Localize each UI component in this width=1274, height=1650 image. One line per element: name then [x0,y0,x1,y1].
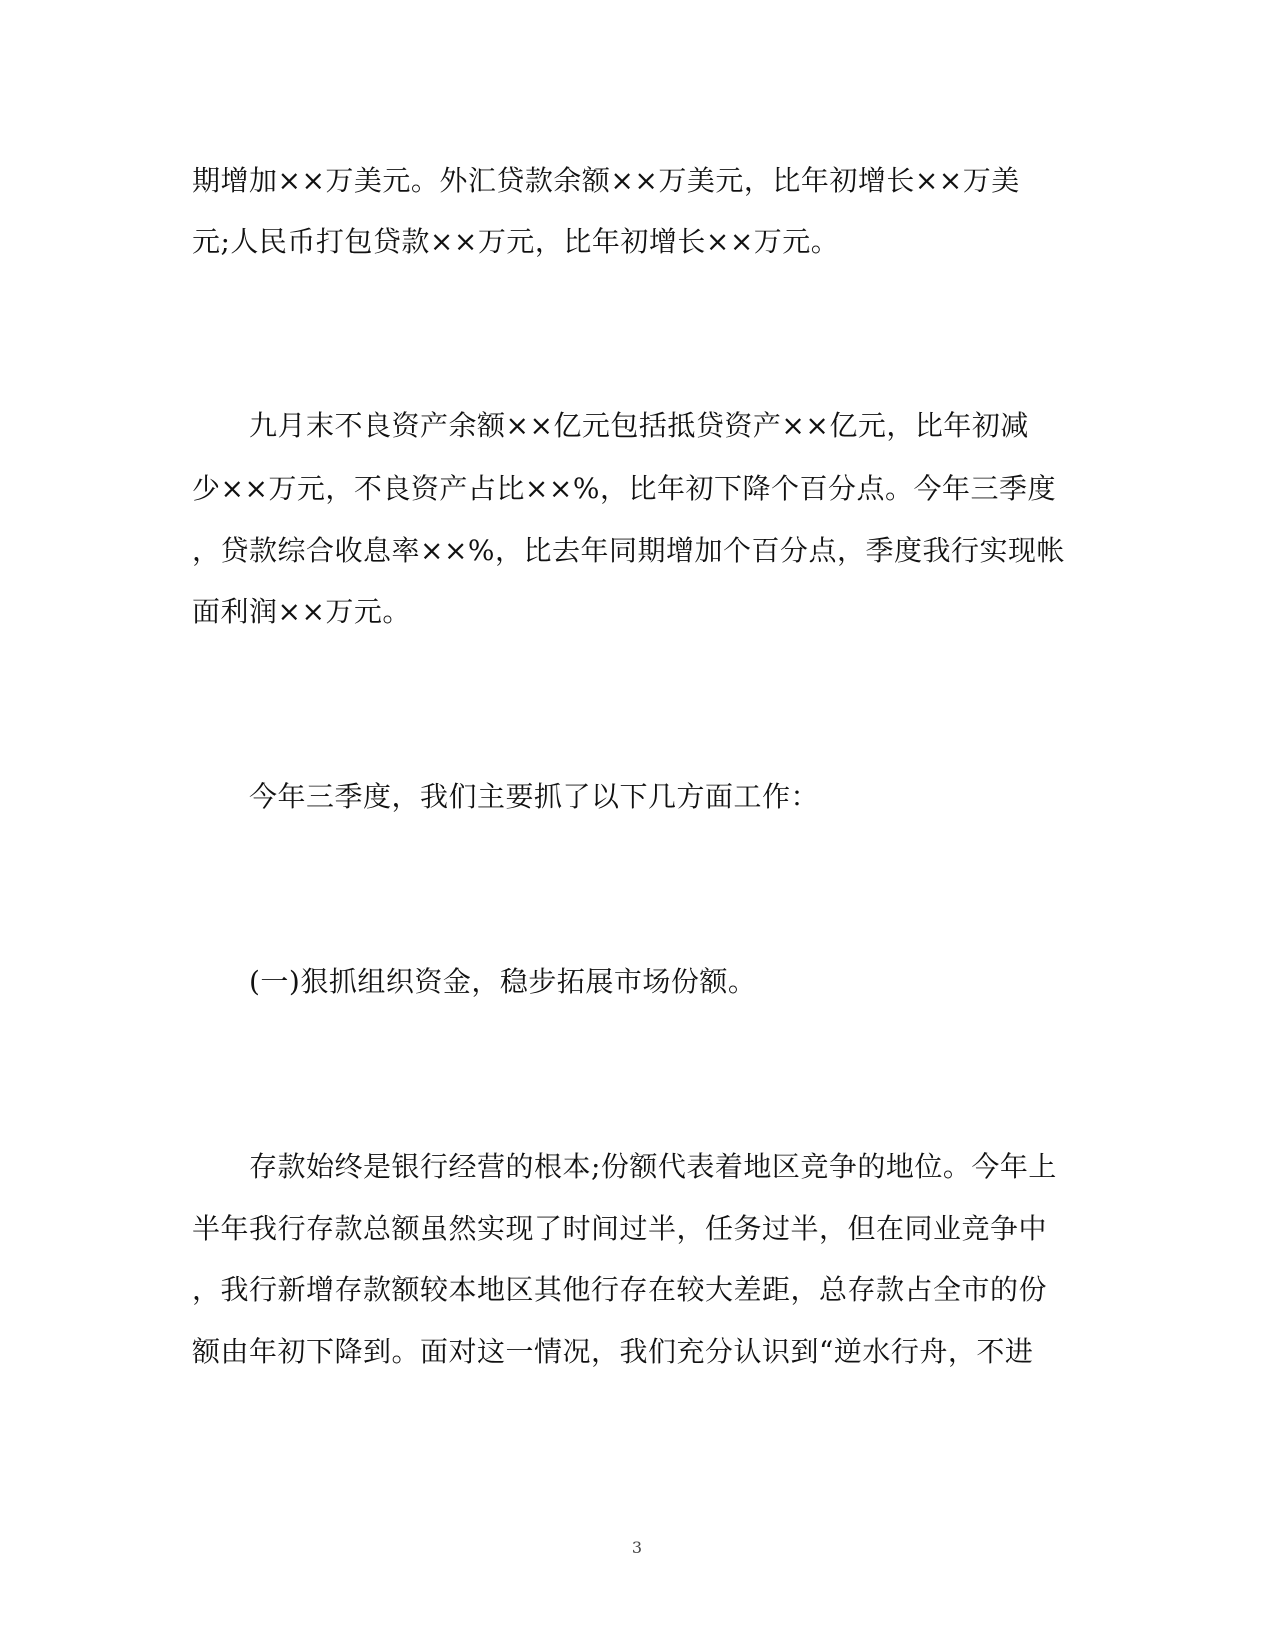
paragraph-2-line-2: 少××万元，不良资产占比××%，比年初下降个百分点。今年三季度 [192,472,1056,505]
paragraph-5-line-2: 半年我行存款总额虽然实现了时间过半，任务过半，但在同业竞争中 [192,1212,1048,1245]
paragraph-1-line-1: 期增加××万美元。外汇贷款余额××万美元，比年初增长××万美 [192,164,1020,197]
paragraph-2-line-3: ，贷款综合收息率××%，比去年同期增加个百分点，季度我行实现帐 [192,534,1066,567]
page-number: 3 [631,1538,643,1557]
section-heading: (一)狠抓组织资金，稳步拓展市场份额。 [249,965,757,998]
paragraph-3-line-1: 今年三季度，我们主要抓了以下几方面工作： [249,780,820,813]
paragraph-5-line-1: 存款始终是银行经营的根本;份额代表着地区竞争的地位。今年上 [249,1150,1057,1183]
paragraph-2-line-1: 九月末不良资产余额××亿元包括抵贷资产××亿元，比年初减 [249,409,1029,442]
paragraph-5-line-3: ，我行新增存款额较本地区其他行存在较大差距，总存款占全市的份 [192,1273,1048,1306]
paragraph-1-line-2: 元;人民币打包贷款××万元，比年初增长××万元。 [192,225,840,258]
paragraph-2-line-4: 面利润××万元。 [192,595,411,628]
paragraph-5-line-4: 额由年初下降到。面对这一情况，我们充分认识到“逆水行舟，不进 [192,1335,1034,1368]
